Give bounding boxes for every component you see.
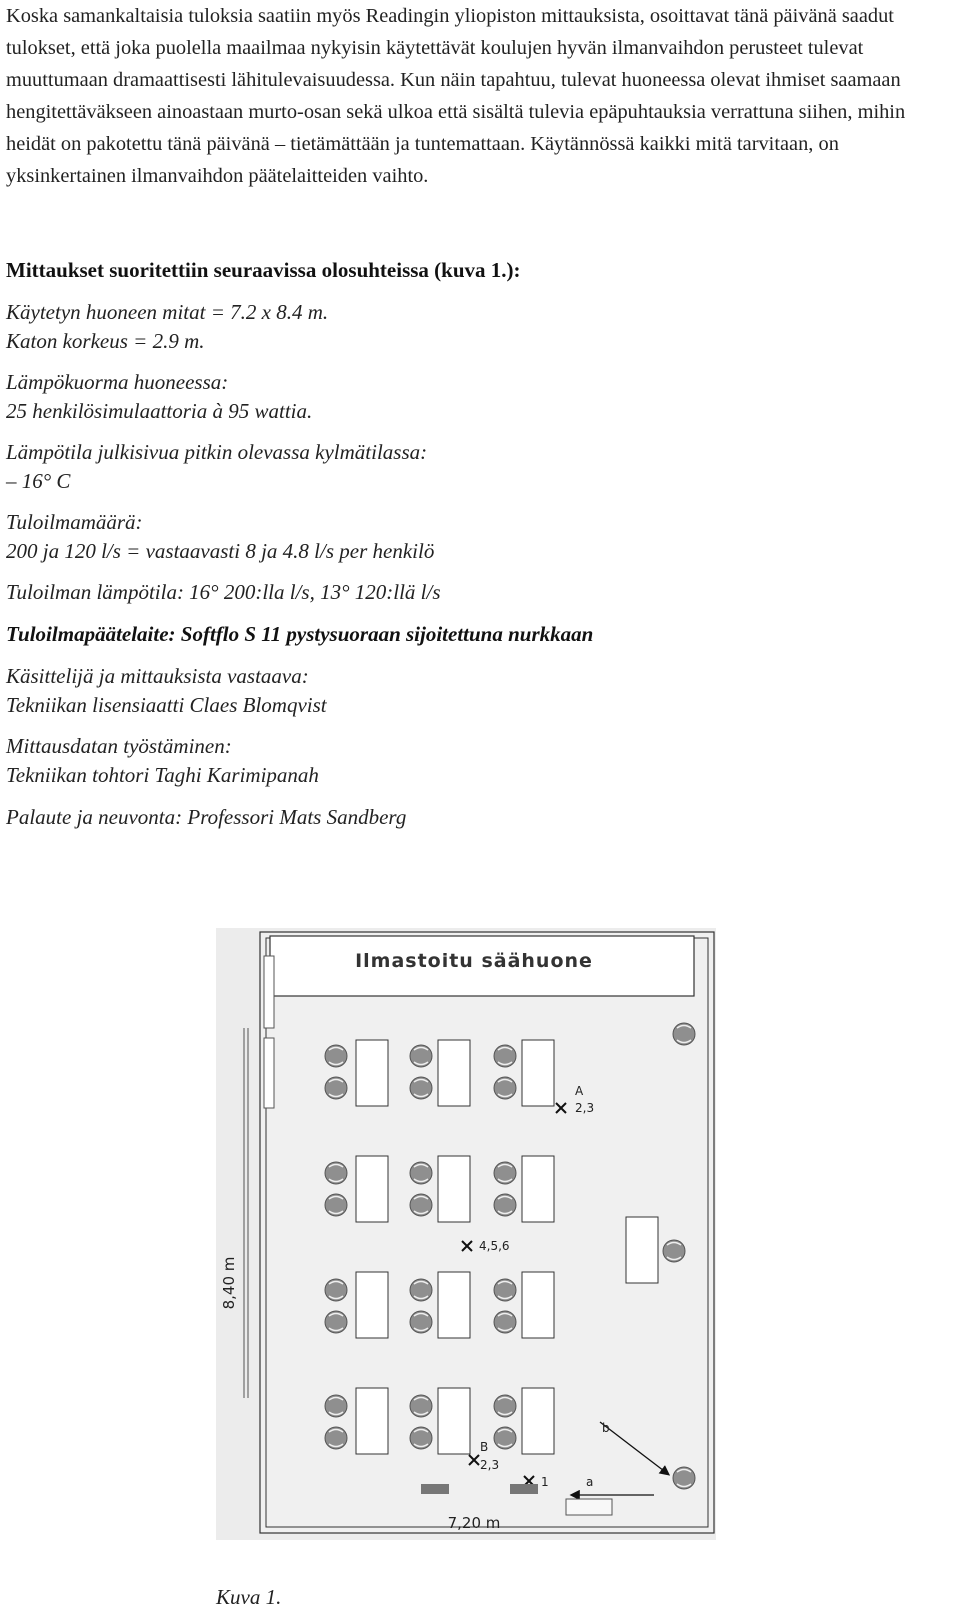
point-1-label: 1 <box>541 1475 549 1489</box>
desk <box>522 1156 554 1222</box>
occupant-simulator <box>494 1279 516 1301</box>
occupant-simulator <box>325 1427 347 1449</box>
room-size-text: Käytetyn huoneen mitat = 7.2 x 8.4 m. <box>6 300 329 324</box>
data-processing-label: Mittausdatan työstäminen: <box>6 734 232 758</box>
occupant-simulator <box>410 1395 432 1417</box>
data-processing-value: Tekniikan tohtori Taghi Karimipanah <box>6 763 319 787</box>
terminal-unit-text: Tuloilmapäätelaite: Softflo S 11 pystysuoraan sijoitettuna nurkkaan <box>6 622 594 646</box>
occupant-simulator <box>663 1240 685 1262</box>
feedback-text: Palaute ja neuvonta: Professori Mats Sandberg <box>6 805 407 829</box>
desk <box>438 1156 470 1222</box>
occupant-simulator <box>494 1162 516 1184</box>
occupant-simulator <box>410 1279 432 1301</box>
heat-load <box>6 368 312 426</box>
occupant-simulator <box>673 1023 695 1045</box>
arrow-a-label: a <box>586 1475 594 1489</box>
occupant-simulator <box>410 1162 432 1184</box>
occupant-simulator <box>325 1045 347 1067</box>
occupant-simulator <box>325 1279 347 1301</box>
occupant-simulator <box>325 1162 347 1184</box>
desk <box>522 1272 554 1338</box>
conditions-heading: Mittaukset suoritettiin seuraavissa olosuhteissa (kuva 1.): <box>6 258 521 282</box>
intro-paragraph: Koska samankaltaisia tuloksia saatiin myös Readingin yliopiston mittauksista, osoittavat tänä päivänä saadut tulokset, että joka puolella maailmaa nykyisin käytettävät koulujen hyvän ilmanvaihdon perusteet tulevat muuttumaan dramaattisesti lähitulevaisuudessa. Kun näin tapahtuu, tulevat huoneessa olevat ihmiset saamaan hengitettäväkseen ainoastaan murto-osan sekä ulkoa että sisältä tulevia epäpuhtauksia verrattuna siihen, mihin heidät on pakotettu tänä päivänä – tietämättään ja tuntemattaan. Käytännössä kaikki mitä tarvitaan, on yksinkertainen ilmanvaihdon päätelaitteiden vaihto. <box>6 5 906 187</box>
handler-value: Tekniikan lisensiaatti Claes Blomqvist <box>6 693 327 717</box>
point-a-value: 2,3 <box>575 1101 595 1115</box>
occupant-simulator <box>325 1077 347 1099</box>
desk <box>522 1388 554 1454</box>
handler <box>6 662 327 720</box>
desk <box>438 1040 470 1106</box>
data-processing <box>6 732 319 790</box>
occupant-simulator <box>494 1194 516 1216</box>
figure-caption: Kuva 1. <box>216 1585 282 1609</box>
teacher-desk <box>626 1217 658 1283</box>
room-dimensions <box>6 298 328 356</box>
point-b-value: 2,3 <box>480 1458 500 1472</box>
desk <box>356 1156 388 1222</box>
occupant-simulator <box>494 1395 516 1417</box>
ceiling-height-text: Katon korkeus = 2.9 m. <box>6 329 205 353</box>
occupant-simulator <box>494 1045 516 1067</box>
supply-temp-text: Tuloilman lämpötila: 16° 200:lla l/s, 13° 120:llä l/s <box>6 580 441 604</box>
point-a-label: A <box>575 1084 584 1098</box>
handler-label: Käsittelijä ja mittauksista vastaava: <box>6 664 309 688</box>
heat-load-label: Lämpökuorma huoneessa: <box>6 370 229 394</box>
floor-plan-figure <box>216 928 732 1586</box>
door-bottom <box>566 1499 612 1515</box>
desk <box>438 1272 470 1338</box>
occupant-simulator <box>325 1311 347 1333</box>
occupant-simulator <box>494 1077 516 1099</box>
door-panel-upper <box>264 956 274 1028</box>
occupant-simulator <box>410 1427 432 1449</box>
supply-temperature <box>6 578 441 607</box>
climate-room-label: Ilmastoitu säähuone <box>355 950 593 972</box>
desk <box>356 1272 388 1338</box>
occupant-simulator <box>325 1395 347 1417</box>
arrow-b-label: b <box>602 1421 610 1435</box>
point-center-value: 4,5,6 <box>479 1239 510 1253</box>
desk <box>438 1388 470 1454</box>
height-dimension: 8,40 m <box>220 1256 238 1310</box>
desk <box>522 1040 554 1106</box>
supply-air-amount <box>6 508 434 566</box>
desk <box>356 1040 388 1106</box>
door-panel-lower <box>264 1038 274 1108</box>
occupant-simulator <box>494 1311 516 1333</box>
cold-room-temp-value: – 16° C <box>6 469 71 493</box>
point-b-label: B <box>480 1440 489 1454</box>
cold-room-temp-label: Lämpötila julkisivua pitkin olevassa kylmätilassa: <box>6 440 428 464</box>
supply-air-value: 200 ja 120 l/s = vastaavasti 8 ja 4.8 l/s per henkilö <box>6 539 435 563</box>
occupant-simulator <box>410 1311 432 1333</box>
terminal-unit <box>6 620 593 649</box>
heat-load-value: 25 henkilösimulaattoria à 95 wattia. <box>6 399 313 423</box>
occupant-simulator <box>673 1467 695 1489</box>
feedback <box>6 803 406 832</box>
occupant-simulator <box>410 1077 432 1099</box>
radiator-left <box>421 1484 449 1494</box>
width-dimension: 7,20 m <box>447 1514 501 1532</box>
occupant-simulator <box>410 1045 432 1067</box>
radiator-right <box>510 1484 538 1494</box>
supply-air-label: Tuloilmamäärä: <box>6 510 143 534</box>
occupant-simulator <box>325 1194 347 1216</box>
occupant-simulator <box>494 1427 516 1449</box>
cold-room-temperature <box>6 438 427 496</box>
desk <box>356 1388 388 1454</box>
occupant-simulator <box>410 1194 432 1216</box>
